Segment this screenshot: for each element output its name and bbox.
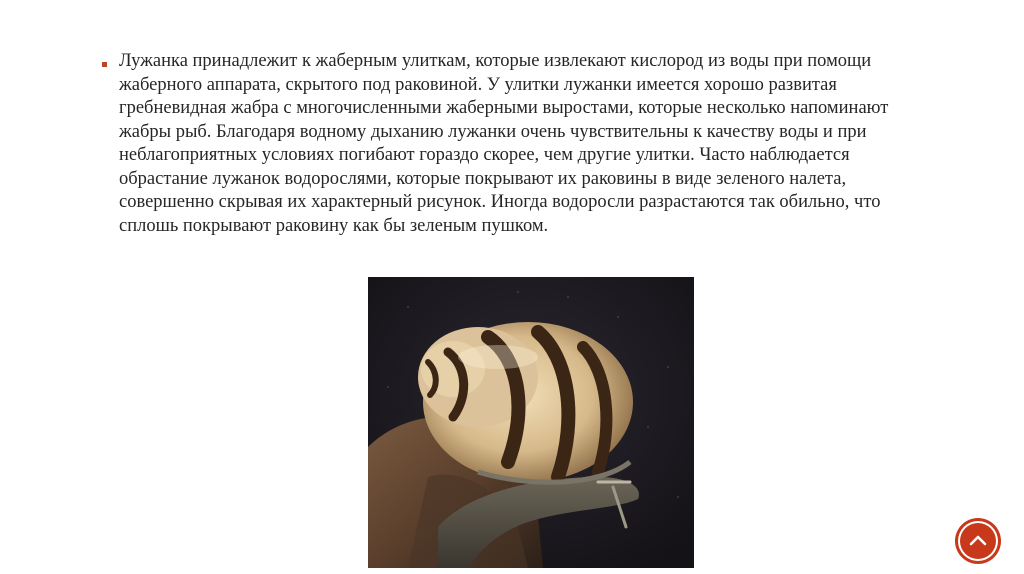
up-arrow-icon bbox=[958, 521, 998, 561]
bullet-text: Лужанка принадлежит к жаберным улиткам, которые извлекают кислород из воды при помощи жаберного аппарата, скрытого под раковиной. У улитки лужанки имеется хорошо развитая гребневидная жабра с многочисленными жаберными выростами, которые несколько напоминают жабры рыб. Благодаря водному дыханию лужанки очень чувствительны к качеству воды и при неблагоприятных условиях погибают гораздо скорее, чем другие улитки. Часто наблюдается обрастание лужанок водорослями, которые покрывают их раковины в виде зеленого налета, совершенно скрывая их характерный рисунок. Иногда водоросли разрастаются так обильно, что сплошь покрывают раковину как бы зеленым пушком. bbox=[119, 51, 889, 236]
bullet-paragraph bbox=[102, 50, 932, 238]
square-bullet-icon bbox=[102, 62, 107, 67]
scroll-up-button[interactable] bbox=[958, 521, 998, 561]
snail-photo bbox=[368, 277, 694, 568]
